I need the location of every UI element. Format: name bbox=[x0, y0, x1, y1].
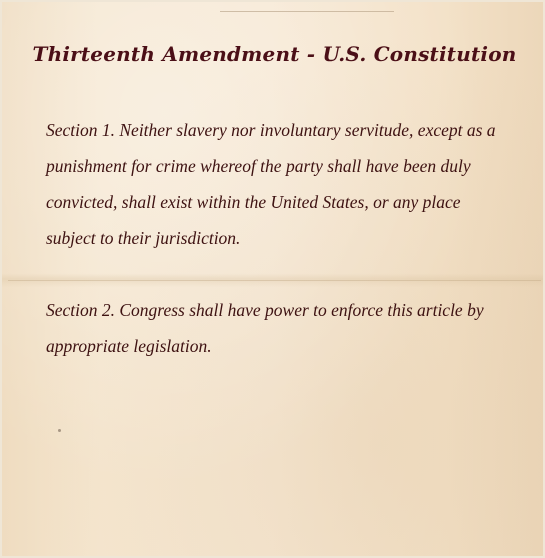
document-title: Thirteenth Amendment - U.S. Constitution bbox=[32, 42, 517, 66]
section-2-text: Section 2. Congress shall have power to enforce this article by appropriate legislation. bbox=[46, 300, 484, 356]
top-rule bbox=[220, 11, 394, 12]
paper-fold bbox=[8, 280, 541, 281]
section-1-text: Section 1. Neither slavery nor involuntary servitude, except as a punishment for crime whereof the party shall have been duly convicted, shall exist within the United States, or any place subject to their jurisdiction. bbox=[46, 120, 496, 248]
paper-speck bbox=[58, 429, 61, 432]
